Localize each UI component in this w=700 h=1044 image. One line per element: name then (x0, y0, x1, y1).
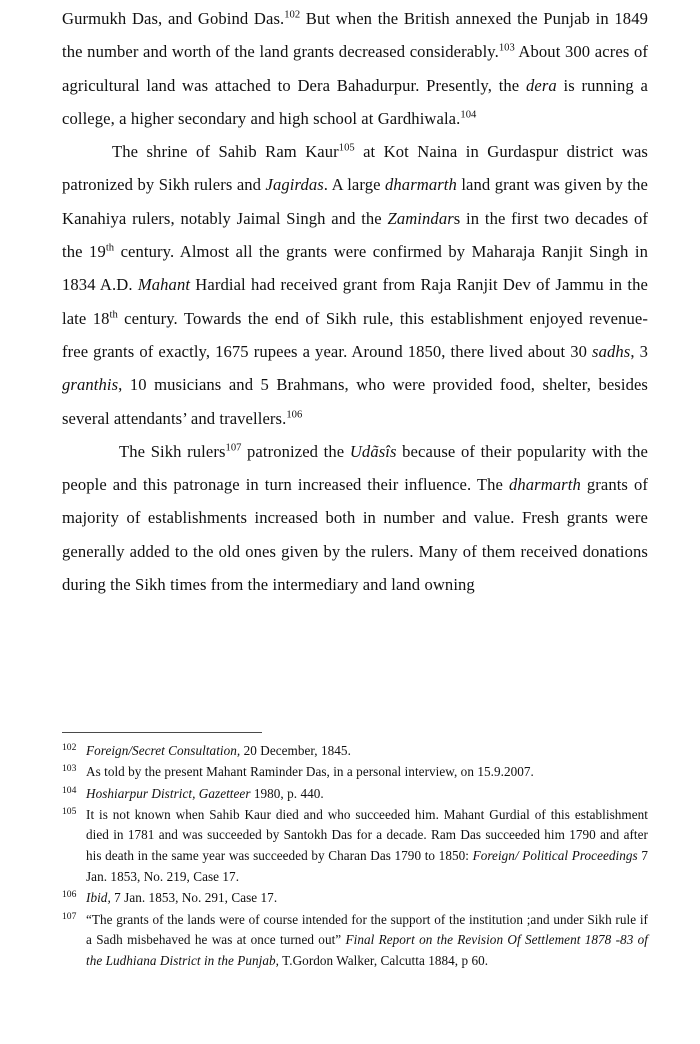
text-run: Hardial had received grant from Raja Ranjit Dev of Jammu in the late 18 (62, 275, 648, 328)
italic-term: Foreign/ Political Proceedings (472, 848, 638, 864)
footnote-103 (62, 762, 648, 782)
footnote-reference-marker: 104 (460, 109, 477, 121)
paragraph-2 (62, 135, 648, 435)
text-run: grants of majority of establishments increased both in number and value. Fresh grants were generally added to the old ones given by the rulers. Many of them received donations during the Sikh times from the intermediary and land owning (62, 475, 648, 595)
italic-term: dera (525, 75, 557, 95)
footnote-reference-marker: 103 (498, 42, 515, 54)
footnote-text (86, 910, 648, 972)
footnote-reference-marker: 107 (225, 442, 242, 454)
text-run: at Kot Naina in Gurdaspur district was patronized by Sikh rulers and (62, 142, 648, 195)
footnote-102 (62, 741, 648, 761)
italic-term: Hoshiarpur District, Gazetteer (86, 785, 251, 801)
italic-term: Zamindar (387, 208, 454, 228)
italic-term: Udãsîs (349, 441, 397, 461)
italic-term: Final Report on the Revision Of Settlement 1878 -83 of the Ludhiana District in the Punjab (86, 932, 648, 968)
paragraph-1 (62, 2, 648, 135)
footnote-number: 103 (62, 763, 77, 775)
footnote-reference-marker: 102 (284, 9, 301, 21)
footnote-text (86, 888, 648, 908)
text-run: The shrine of Sahib Ram Kaur (112, 142, 339, 162)
body-text-block (62, 2, 648, 601)
footnote-text (86, 805, 648, 887)
text-run: 1980, p. 440. (250, 785, 324, 801)
footnote-number: 104 (62, 784, 77, 796)
italic-term: Ibid, (86, 890, 111, 906)
text-run: It is not known when Sahib Kaur died and who succeeded him. Mahant Gurdial of this establishment died in 1781 and was succeeded by Santokh Das for a decade. Ram Das succeeded him 1790 and after his death in the same year was succeeded by Charan Das 1790 to 1850: (86, 806, 648, 864)
italic-term: sadhs (592, 341, 631, 361)
text-run: century. Almost all the grants were confirmed by Maharaja Ranjit Singh in 1834 A.D. (62, 242, 648, 295)
footnote-reference-marker: th (105, 242, 115, 254)
text-run: s in the first two decades of the 19 (62, 208, 648, 262)
text-run: century. Towards the end of Sikh rule, this establishment enjoyed revenue-free grants of exactly, 1675 rupees a year. Around 1850, there lived about 30 (62, 308, 648, 361)
footnote-reference-marker: 106 (286, 409, 303, 421)
footnote-text (86, 784, 648, 804)
text-run: “The grants of the lands were of course intended for the support of the institution ;and under Sikh rule if a Sadh misbehaved he was at once turned out” (86, 911, 648, 948)
footnote-separator-rule (62, 732, 262, 733)
footnote-105 (62, 805, 648, 887)
footnote-area (62, 732, 648, 972)
footnote-text (86, 762, 648, 782)
footnote-number: 106 (62, 889, 77, 901)
text-run: , 10 musicians and 5 Brahmans, who were provided food, shelter, besides several attendants’ and travellers. (62, 375, 648, 428)
text-run: land grant was given by the Kanahiya rulers, notably Jaimal Singh and the (62, 175, 648, 228)
text-run: As told by the present Mahant Raminder Das, in a personal interview, on 15.9.2007. (86, 764, 534, 780)
text-run: , T.Gordon Walker, Calcutta 1884, p 60. (275, 952, 489, 968)
text-run: 7 Jan. 1853, No. 291, Case 17. (110, 890, 278, 906)
footnote-104 (62, 784, 648, 804)
footnote-number: 105 (62, 805, 77, 817)
italic-term: dharmarth (508, 475, 581, 495)
text-run: because of their popularity with the people and this patronage in turn increased their influence. The (62, 441, 648, 495)
footnote-number: 102 (62, 742, 77, 753)
italic-term: dharmarth (385, 175, 457, 195)
text-run: About 300 acres of agricultural land was attached to Dera Bahadurpur. Presently, the (62, 42, 648, 95)
text-run: The Sikh rulers (119, 441, 226, 461)
footnote-reference-marker: 105 (338, 142, 355, 154)
italic-term: Mahant (137, 275, 191, 295)
footnote-106 (62, 888, 648, 908)
italic-term: Foreign/Secret Consultation, (86, 743, 241, 758)
text-run: 7 Jan. 1853, No. 219, Case 17. (86, 848, 648, 884)
italic-term: granthis (62, 375, 119, 395)
text-run: patronized the (241, 441, 350, 461)
text-run: is running a college, a higher secondary and high school at Gardhiwala. (62, 75, 648, 128)
italic-term: Jagirdas (265, 175, 324, 195)
text-run: But when the British annexed the Punjab in 1849 the number and worth of the land grants decreased considerably. (62, 9, 648, 62)
footnote-107 (62, 910, 648, 972)
footnote-reference-marker: th (109, 309, 118, 321)
text-run: Gurmukh Das, and Gobind Das. (62, 9, 285, 28)
text-run: , 3 (630, 341, 648, 361)
paragraph-3 (62, 435, 648, 601)
footnote-number: 107 (62, 910, 77, 922)
footnote-text (86, 741, 648, 761)
text-run: 20 December, 1845. (240, 743, 351, 758)
text-run: . A large (323, 175, 385, 195)
